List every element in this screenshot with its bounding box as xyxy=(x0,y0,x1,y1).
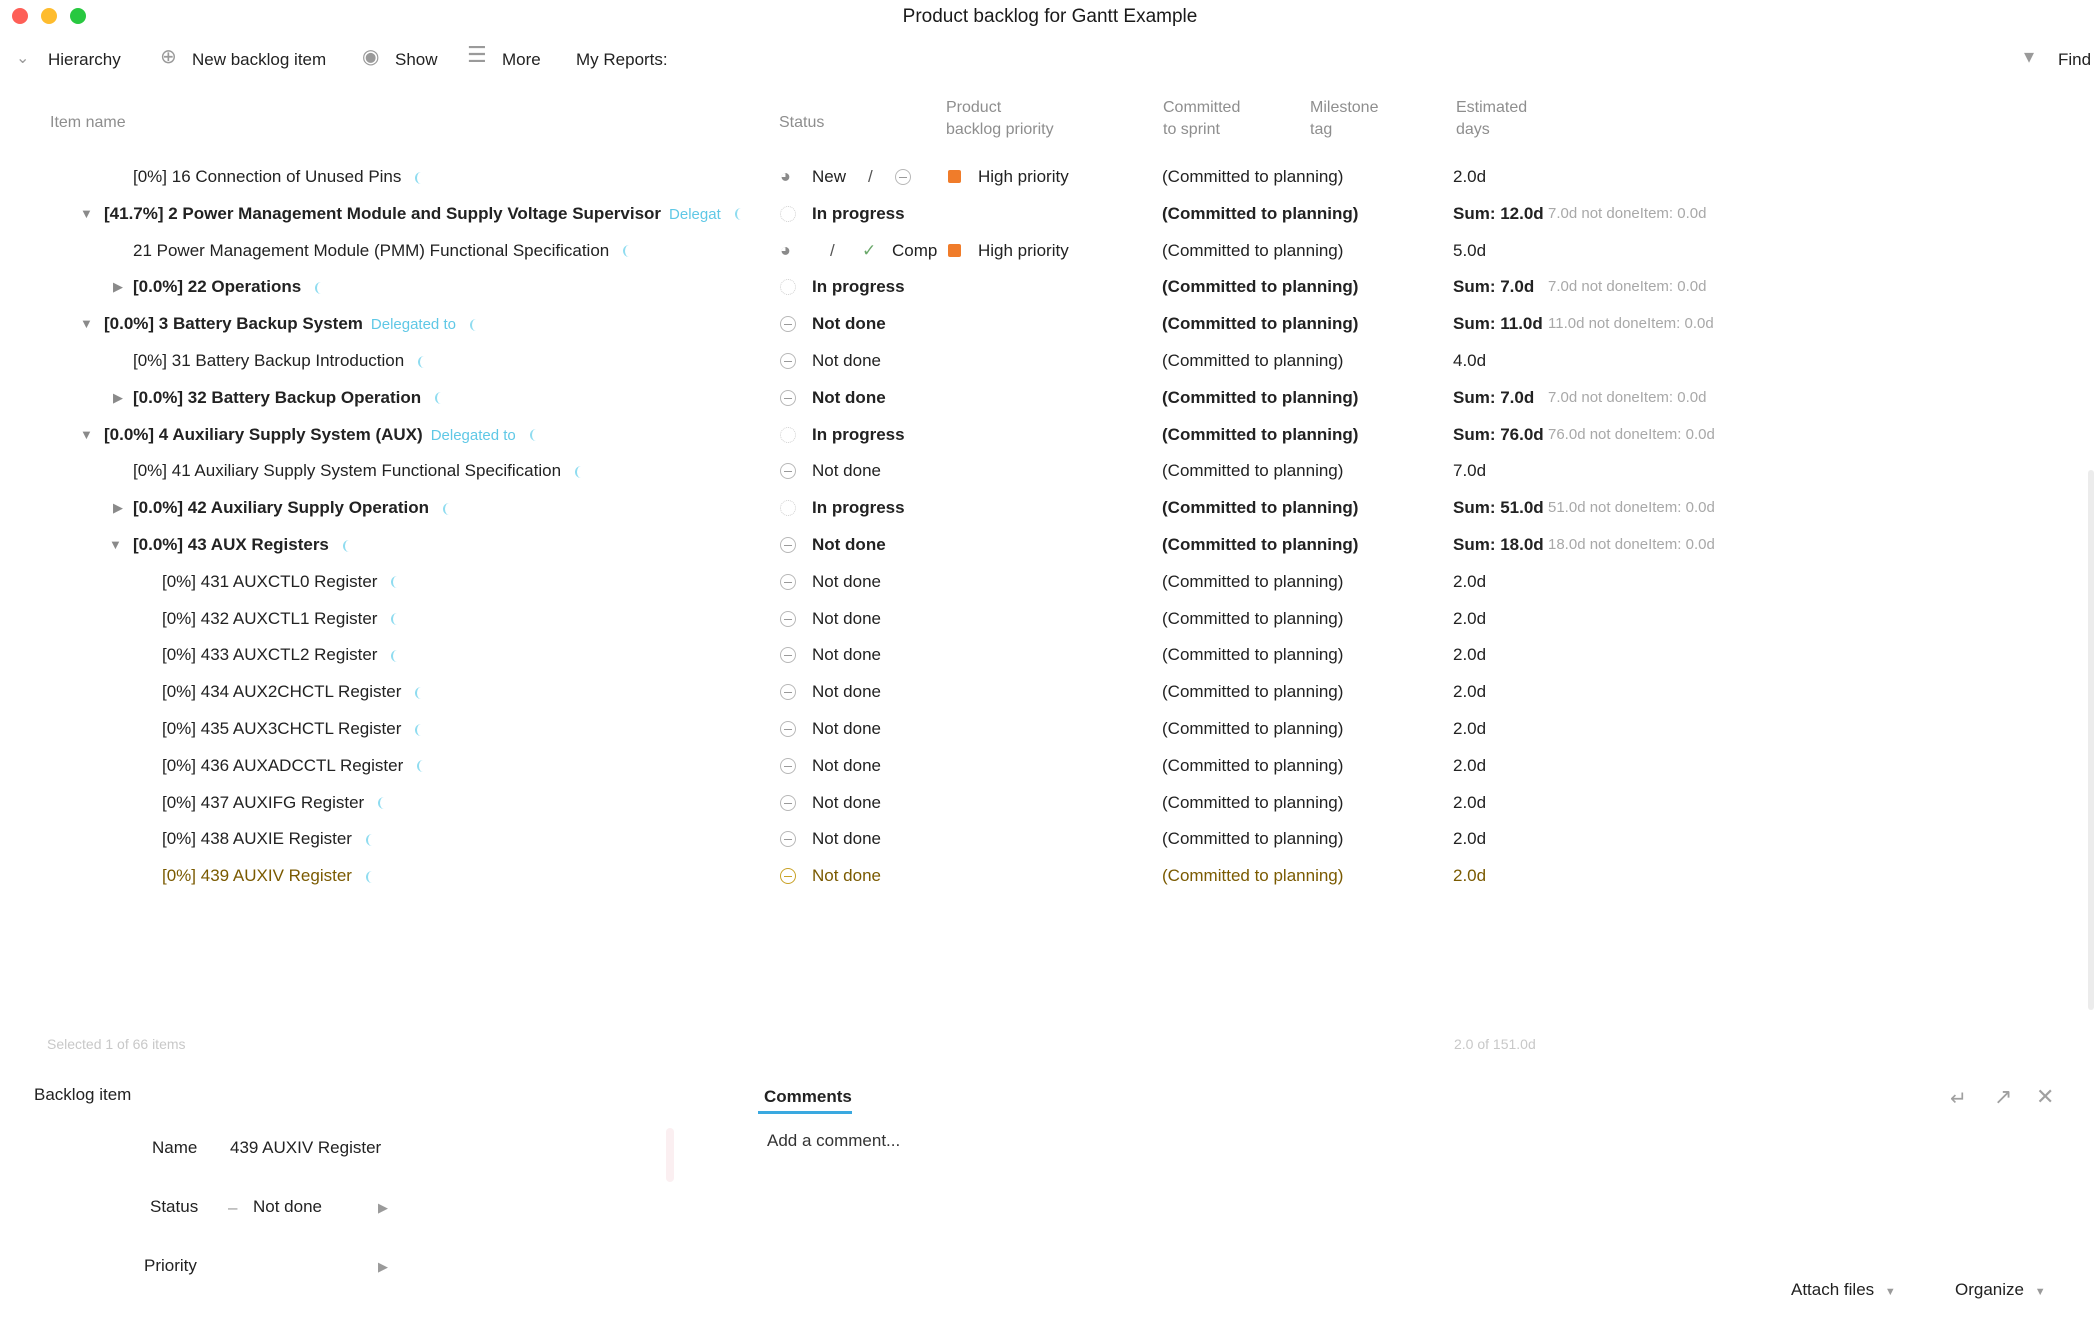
item-name-cell xyxy=(162,600,403,637)
show-button[interactable]: Show xyxy=(395,50,438,69)
sprint-cell[interactable]: (Committed to planning) xyxy=(1162,498,1359,518)
days-breakdown: 11.0d not doneItem: 0.0d xyxy=(1548,315,1714,333)
not-done-icon xyxy=(780,390,796,406)
table-row[interactable] xyxy=(0,563,2060,600)
estimated-days-cell[interactable]: 2.0d xyxy=(1453,866,1487,886)
estimated-days-cell[interactable]: Sum: 7.0d xyxy=(1453,387,1535,407)
filter-icon: ▾ xyxy=(2024,46,2035,68)
item-name-cell xyxy=(133,452,587,489)
col-header-item-name[interactable]: Item name xyxy=(50,114,126,131)
sprint-cell[interactable]: (Committed to planning) xyxy=(1162,203,1359,223)
sync-icon xyxy=(415,172,427,184)
estimated-days-cell[interactable]: 4.0d xyxy=(1453,351,1487,370)
in-progress-icon xyxy=(780,206,796,222)
table-row[interactable] xyxy=(0,342,2060,379)
item-name: [0.0%] 32 Battery Backup Operation xyxy=(133,387,422,407)
sprint-cell[interactable]: (Committed to planning) xyxy=(1162,461,1344,481)
tab-underline xyxy=(758,1111,852,1114)
table-row[interactable] xyxy=(0,416,2060,453)
detail-section-title: Backlog item xyxy=(34,1085,132,1104)
organize-dropdown-icon: ▼ xyxy=(2034,1286,2046,1298)
item-name: [0%] 41 Auxiliary Supply System Functional Specification xyxy=(133,461,562,481)
status-cell[interactable]: Not done xyxy=(812,645,881,665)
more-button[interactable]: More xyxy=(502,50,541,69)
sync-icon xyxy=(418,356,430,368)
not-done-icon xyxy=(780,795,796,811)
item-name: [0%] 16 Connection of Unused Pins xyxy=(133,167,402,186)
sync-icon xyxy=(530,429,542,441)
item-name-cell xyxy=(162,710,427,747)
estimated-days-cell[interactable]: 2.0d xyxy=(1453,829,1487,849)
col-header-status[interactable]: Status xyxy=(779,114,825,131)
item-name: [0%] 436 AUXADCCTL Register xyxy=(162,755,404,775)
status-cell[interactable]: Not done xyxy=(812,719,881,738)
selection-count: Selected 1 of 66 items xyxy=(47,1036,186,1052)
not-done-icon xyxy=(780,684,796,700)
disclosure-down-icon[interactable]: ▼ xyxy=(80,426,93,442)
organize-button[interactable] xyxy=(1955,1280,2046,1300)
status-option-icon xyxy=(895,169,911,185)
not-done-icon xyxy=(780,353,796,369)
table-row[interactable] xyxy=(0,857,2060,894)
not-done-icon xyxy=(780,574,796,590)
sprint-cell[interactable]: (Committed to planning) xyxy=(1162,571,1344,591)
status-cell[interactable]: New xyxy=(812,167,847,186)
item-name: [0%] 437 AUXIFG Register xyxy=(162,792,365,812)
sync-icon xyxy=(343,540,355,552)
col-header-priority-line2: backlog priority xyxy=(946,121,1054,138)
item-name-cell xyxy=(162,857,378,894)
not-done-icon xyxy=(780,316,796,332)
resize-handle[interactable] xyxy=(666,1128,674,1182)
sync-icon xyxy=(435,392,447,404)
sync-icon xyxy=(366,871,378,883)
sprint-cell[interactable]: (Committed to planning) xyxy=(1162,755,1344,775)
disclosure-down-icon[interactable]: ▼ xyxy=(109,537,122,552)
item-name: [0%] 432 AUXCTL1 Register xyxy=(162,608,378,628)
table-row[interactable] xyxy=(0,489,2060,526)
eye-icon: ◉ xyxy=(362,46,380,68)
status-cell[interactable]: Not done xyxy=(812,682,881,702)
item-name-cell xyxy=(133,268,327,305)
item-name: [0%] 435 AUX3CHCTL Register xyxy=(162,719,402,738)
sync-icon xyxy=(391,576,403,588)
table-row[interactable] xyxy=(0,673,2060,710)
col-header-sprint-line2: to sprint xyxy=(1163,121,1220,138)
new-backlog-item-button[interactable]: New backlog item xyxy=(192,50,327,69)
sprint-cell[interactable]: (Committed to planning) xyxy=(1162,277,1359,297)
sync-icon xyxy=(415,724,427,736)
window-title: Product backlog for Gantt Example xyxy=(902,6,1198,27)
estimated-days-cell[interactable]: 5.0d xyxy=(1453,240,1487,260)
estimated-days-cell[interactable]: Sum: 12.0d xyxy=(1453,203,1544,223)
col-header-days-line2: days xyxy=(1456,121,1490,138)
title-bar xyxy=(0,0,2100,34)
estimated-days-cell[interactable]: Sum: 76.0d xyxy=(1453,424,1544,444)
item-name: 21 Power Management Module (PMM) Functional Specification xyxy=(133,240,610,260)
item-name: [0.0%] 42 Auxiliary Supply Operation xyxy=(133,498,430,518)
menu-icon: ☰ xyxy=(467,42,487,67)
estimated-days-cell[interactable]: 7.0d xyxy=(1453,461,1487,481)
table-row[interactable] xyxy=(0,747,2060,784)
estimated-days-cell[interactable]: 2.0d xyxy=(1453,682,1487,702)
sync-icon xyxy=(417,760,429,772)
item-name: [0.0%] 22 Operations xyxy=(133,277,302,297)
detail-status-label: Status xyxy=(150,1197,199,1216)
sprint-cell[interactable]: (Committed to planning) xyxy=(1162,608,1344,628)
item-name-cell xyxy=(104,305,482,343)
my-reports-button[interactable]: My Reports: xyxy=(576,50,668,69)
not-done-icon xyxy=(780,463,796,479)
sprint-cell[interactable]: (Committed to planning) xyxy=(1162,387,1359,407)
status-cell[interactable]: Not done xyxy=(812,866,881,886)
sprint-cell[interactable]: (Committed to planning) xyxy=(1162,535,1359,554)
comment-input[interactable]: Add a comment... xyxy=(767,1131,901,1150)
hierarchy-button[interactable]: Hierarchy xyxy=(48,50,121,69)
sync-icon xyxy=(443,503,455,515)
item-name: [0%] 438 AUXIE Register xyxy=(162,829,352,849)
estimated-days-cell[interactable]: 2.0d xyxy=(1453,571,1487,591)
item-name-cell xyxy=(104,416,542,454)
disclosure-down-icon[interactable]: ▼ xyxy=(80,205,93,221)
sync-icon xyxy=(470,319,482,331)
item-name-cell xyxy=(133,526,355,563)
sync-icon xyxy=(415,687,427,699)
sync-icon xyxy=(366,834,378,846)
status-cell[interactable]: In progress xyxy=(812,424,905,444)
tab-comments[interactable]: Comments xyxy=(764,1087,852,1106)
in-progress-icon xyxy=(780,427,796,443)
sync-icon xyxy=(391,613,403,625)
detail-name-field[interactable]: 439 AUXIV Register xyxy=(230,1138,382,1157)
priority-icon xyxy=(948,244,961,257)
sync-icon xyxy=(315,282,327,294)
item-name-cell xyxy=(104,195,747,233)
col-header-sprint-line1: Committed xyxy=(1163,99,1241,116)
sync-icon xyxy=(623,245,635,257)
days-breakdown: 18.0d not doneItem: 0.0d xyxy=(1548,536,1715,553)
col-header-priority-line1: Product xyxy=(946,99,1002,116)
table-row[interactable] xyxy=(0,600,2060,637)
item-name: [0.0%] 3 Battery Backup System xyxy=(104,314,363,334)
assignee-icon: ◕ xyxy=(780,166,791,186)
table-row[interactable] xyxy=(0,232,2060,269)
estimated-days-cell[interactable]: 2.0d xyxy=(1453,608,1487,628)
estimated-days-cell[interactable]: 2.0d xyxy=(1453,645,1487,665)
status-separator: / xyxy=(868,167,873,186)
sprint-cell[interactable]: (Committed to planning) xyxy=(1162,314,1359,334)
detail-priority-label: Priority xyxy=(144,1256,197,1275)
status-cell[interactable]: Not done xyxy=(812,535,886,554)
priority-icon xyxy=(948,170,961,183)
not-done-icon xyxy=(780,647,796,663)
item-name-cell xyxy=(133,379,447,416)
attach-files-button[interactable] xyxy=(1791,1280,1896,1300)
sprint-cell[interactable]: (Committed to planning) xyxy=(1162,645,1344,665)
table-row[interactable] xyxy=(0,526,2060,563)
item-name: [41.7%] 2 Power Management Module and Supply Voltage Supervisor xyxy=(104,203,662,223)
sprint-cell[interactable]: (Committed to planning) xyxy=(1162,424,1359,444)
not-done-icon xyxy=(780,758,796,774)
table-row[interactable] xyxy=(0,268,2060,305)
not-done-icon xyxy=(780,537,796,553)
sprint-cell[interactable]: (Committed to planning) xyxy=(1162,866,1344,886)
not-done-icon xyxy=(780,721,796,737)
estimated-days-cell[interactable]: 2.0d xyxy=(1453,719,1487,738)
status-cell[interactable]: Not done xyxy=(812,571,881,591)
item-name-cell xyxy=(162,820,378,857)
item-name-cell xyxy=(133,158,427,195)
chevron-down-icon: ⌄ xyxy=(16,50,30,67)
attach-files-label: Attach files xyxy=(1791,1280,1875,1299)
find-button[interactable]: Find xyxy=(2058,50,2092,69)
delegated-label: Delegat xyxy=(669,205,721,223)
days-breakdown: 76.0d not doneItem: 0.0d xyxy=(1548,425,1715,443)
item-name-cell xyxy=(133,232,635,269)
not-done-icon xyxy=(780,831,796,847)
estimated-days-cell[interactable]: Sum: 7.0d xyxy=(1453,277,1535,297)
item-name-cell xyxy=(133,489,455,526)
table-row[interactable] xyxy=(0,710,2060,747)
col-header-milestone-line1: Milestone xyxy=(1310,99,1379,116)
sync-icon xyxy=(735,208,747,220)
table-row[interactable] xyxy=(0,636,2060,673)
estimated-days-cell[interactable]: Sum: 18.0d xyxy=(1453,535,1544,554)
table-row[interactable] xyxy=(0,379,2060,416)
in-progress-icon xyxy=(780,500,796,516)
item-name: [0.0%] 4 Auxiliary Supply System (AUX) xyxy=(104,424,423,444)
table-row[interactable] xyxy=(0,158,2060,195)
estimated-days-cell[interactable]: 2.0d xyxy=(1453,792,1487,812)
organize-label: Organize xyxy=(1955,1280,2024,1299)
attach-dropdown-icon: ▼ xyxy=(1884,1286,1896,1298)
status-separator: / xyxy=(830,240,835,260)
item-name-cell xyxy=(162,636,403,673)
days-total: 2.0 of 151.0d xyxy=(1454,1036,1536,1052)
assignee-icon: ◕ xyxy=(780,239,791,260)
col-header-days[interactable] xyxy=(1456,97,1527,141)
not-done-icon xyxy=(780,868,796,884)
sprint-cell[interactable]: (Committed to planning) xyxy=(1162,682,1344,702)
item-name: [0%] 431 AUXCTL0 Register xyxy=(162,571,378,591)
table-row[interactable] xyxy=(0,452,2060,489)
col-header-days-line1: Estimated xyxy=(1456,99,1528,116)
sync-icon xyxy=(378,797,390,809)
status-cell[interactable]: Not done xyxy=(812,314,886,334)
item-name-cell xyxy=(162,747,429,784)
item-name: [0.0%] 43 AUX Registers xyxy=(133,535,329,554)
status-cell[interactable]: Not done xyxy=(812,608,881,628)
item-name-cell xyxy=(133,342,430,379)
status-cell[interactable]: Comp xyxy=(892,240,938,260)
in-progress-icon xyxy=(780,279,796,295)
table-row[interactable] xyxy=(0,195,2060,232)
priority-chevron-right-icon[interactable]: ▶ xyxy=(378,1259,388,1274)
delegated-label: Delegated to xyxy=(430,426,516,444)
status-cell[interactable]: Not done xyxy=(812,755,881,775)
status-dash-icon: – xyxy=(228,1198,238,1217)
days-breakdown: 7.0d not doneItem: 0.0d xyxy=(1548,278,1707,296)
col-header-priority[interactable] xyxy=(946,97,1054,141)
sprint-cell[interactable]: (Committed to planning) xyxy=(1162,167,1344,186)
item-name-cell xyxy=(162,784,390,821)
col-header-milestone[interactable] xyxy=(1310,97,1378,141)
status-cell[interactable]: In progress xyxy=(812,277,905,297)
sprint-cell[interactable]: (Committed to planning) xyxy=(1162,792,1344,812)
col-header-sprint[interactable] xyxy=(1163,97,1240,141)
item-name: [0%] 434 AUX2CHCTL Register xyxy=(162,682,402,702)
sprint-cell[interactable]: (Committed to planning) xyxy=(1162,719,1344,738)
not-done-icon xyxy=(780,611,796,627)
detail-status-field[interactable]: Not done xyxy=(253,1197,322,1216)
status-chevron-right-icon[interactable]: ▶ xyxy=(378,1200,388,1215)
item-name: [0%] 439 AUXIV Register xyxy=(162,866,352,886)
delegated-label: Delegated to xyxy=(370,316,456,334)
status-cell[interactable]: Not done xyxy=(812,351,881,370)
plus-icon: ⊕ xyxy=(160,46,177,68)
table-row[interactable] xyxy=(0,784,2060,821)
check-icon: ✓ xyxy=(862,240,877,260)
disclosure-right-icon[interactable]: ▶ xyxy=(113,279,123,295)
item-name-cell xyxy=(162,563,403,600)
sync-icon xyxy=(575,466,587,478)
close-panel-icon[interactable]: ✕ xyxy=(2036,1084,2055,1109)
estimated-days-cell[interactable]: 2.0d xyxy=(1453,755,1487,775)
disclosure-down-icon[interactable]: ▼ xyxy=(80,316,93,332)
status-cell[interactable]: Not done xyxy=(812,461,881,481)
priority-cell[interactable]: High priority xyxy=(978,240,1069,260)
sprint-cell[interactable]: (Committed to planning) xyxy=(1162,240,1344,260)
sync-icon xyxy=(391,650,403,662)
detail-name-label: Name xyxy=(152,1138,198,1157)
status-cell[interactable]: Not done xyxy=(812,387,886,407)
item-name: [0%] 433 AUXCTL2 Register xyxy=(162,645,378,665)
estimated-days-cell[interactable]: 2.0d xyxy=(1453,167,1487,186)
table-row[interactable] xyxy=(0,820,2060,857)
status-cell[interactable]: In progress xyxy=(812,203,905,223)
sprint-cell[interactable]: (Committed to planning) xyxy=(1162,351,1344,370)
col-header-milestone-line2: tag xyxy=(1310,121,1333,138)
item-name-cell xyxy=(162,673,427,710)
days-breakdown: 51.0d not doneItem: 0.0d xyxy=(1548,499,1715,517)
priority-cell[interactable]: High priority xyxy=(978,167,1069,186)
disclosure-right-icon[interactable]: ▶ xyxy=(113,500,123,516)
collapse-icon[interactable]: ↵ xyxy=(1950,1088,1967,1110)
estimated-days-cell[interactable]: Sum: 11.0d xyxy=(1453,314,1543,334)
vertical-scrollbar[interactable] xyxy=(2088,470,2094,1010)
days-breakdown: 7.0d not doneItem: 0.0d xyxy=(1548,204,1707,222)
table-row[interactable] xyxy=(0,305,2060,342)
item-name: [0%] 31 Battery Backup Introduction xyxy=(133,351,405,370)
open-external-icon[interactable]: ↗ xyxy=(1994,1084,2013,1109)
status-cell[interactable]: In progress xyxy=(812,498,905,518)
disclosure-right-icon[interactable]: ▶ xyxy=(113,389,123,405)
status-cell[interactable]: Not done xyxy=(812,829,881,849)
sprint-cell[interactable]: (Committed to planning) xyxy=(1162,829,1344,849)
days-breakdown: 7.0d not doneItem: 0.0d xyxy=(1548,388,1707,406)
estimated-days-cell[interactable]: Sum: 51.0d xyxy=(1453,498,1544,518)
status-cell[interactable]: Not done xyxy=(812,792,881,812)
